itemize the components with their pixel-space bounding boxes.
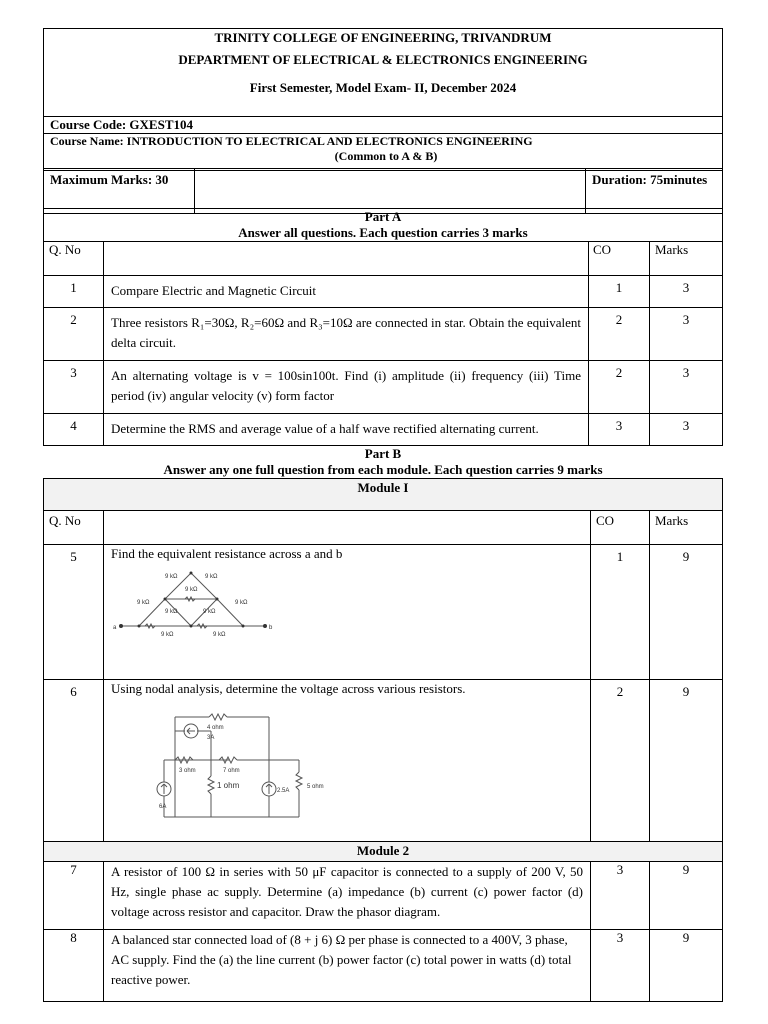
part-a-title: Part A xyxy=(364,209,402,224)
r7-label: 7 ohm xyxy=(223,768,240,774)
q-marks: 3 xyxy=(650,308,723,361)
resistor-label: 9 kΩ xyxy=(165,574,178,580)
max-marks: Maximum Marks: 30 xyxy=(44,169,195,214)
col-question xyxy=(104,511,591,545)
question-text: Three resistors R₁=30Ω, R₂=60Ω and R₃=10Ω are connected in star. Obtain the equivalent delta circuit. xyxy=(104,308,589,361)
q-marks: 3 xyxy=(650,361,723,414)
question-cell xyxy=(104,545,591,680)
question-text: Compare Electric and Magnetic Circuit xyxy=(104,276,589,308)
q-no: 2 xyxy=(44,308,104,361)
q-co: 1 xyxy=(591,545,650,680)
table-row xyxy=(44,276,723,308)
course-name-cell xyxy=(44,134,723,171)
exam-title: First Semester, Model Exam- II, December 2024 xyxy=(249,80,517,95)
part-a-instruction: Answer all questions. Each question carries 3 marks xyxy=(238,225,528,240)
department-name: DEPARTMENT OF ELECTRICAL & ELECTRONICS ENGINEERING xyxy=(178,52,588,67)
table-row xyxy=(44,414,723,446)
q-marks: 9 xyxy=(650,680,723,842)
part-b-header xyxy=(43,446,723,478)
q-marks: 3 xyxy=(650,414,723,446)
resistor-label: 9 kΩ xyxy=(137,600,150,606)
q-co: 2 xyxy=(591,680,650,842)
q-no: 1 xyxy=(44,276,104,308)
question-text: Find the equivalent resistance across a and b xyxy=(111,546,343,561)
i25-label: 2.5A xyxy=(277,788,290,794)
q-no: 4 xyxy=(44,414,104,446)
q-no: 7 xyxy=(44,862,104,930)
question-text: Using nodal analysis, determine the voltage across various resistors. xyxy=(111,681,466,696)
col-marks: Marks xyxy=(650,511,723,545)
q-co: 1 xyxy=(589,276,650,308)
q-co: 2 xyxy=(589,308,650,361)
col-marks: Marks xyxy=(650,242,723,276)
resistor-label: 9 kΩ xyxy=(213,632,226,638)
col-qno: Q. No xyxy=(44,511,104,545)
resistor-label: 9 kΩ xyxy=(205,574,218,580)
module-2-header: Module 2 xyxy=(44,842,723,862)
resistor-label: 9 kΩ xyxy=(235,600,248,606)
q-co: 3 xyxy=(591,930,650,1002)
header-cell xyxy=(44,29,723,117)
course-name-label: Course Name: xyxy=(50,134,127,148)
resistor-network-diagram xyxy=(111,567,281,642)
col-co: CO xyxy=(591,511,650,545)
table-row xyxy=(44,862,723,930)
duration: Duration: 75minutes xyxy=(586,169,723,214)
resistor-label: 9 kΩ xyxy=(165,609,178,615)
module-1-header: Module I xyxy=(44,479,723,511)
q-co: 3 xyxy=(591,862,650,930)
resistor-label: 9 kΩ xyxy=(203,609,216,615)
question-text: Determine the RMS and average value of a half wave rectified alternating current. xyxy=(104,414,589,446)
col-co: CO xyxy=(589,242,650,276)
r3-label: 3 ohm xyxy=(179,768,196,774)
table-row xyxy=(44,361,723,414)
q-no: 3 xyxy=(44,361,104,414)
i3-label: 3A xyxy=(207,735,215,741)
col-question xyxy=(104,242,589,276)
nodal-analysis-diagram xyxy=(161,704,336,824)
q-no: 8 xyxy=(44,930,104,1002)
empty-cell xyxy=(195,169,586,214)
col-qno: Q. No xyxy=(44,242,104,276)
terminal-a: a xyxy=(113,625,117,631)
q-co: 3 xyxy=(589,414,650,446)
question-text: A balanced star connected load of (8 + j 6) Ω per phase is connected to a 400V, 3 phase, AC supply. Find the (a) the line current (b) power factor (c) total power in watts (d) total reactive power. xyxy=(104,930,591,1002)
resistor-label: 9 kΩ xyxy=(185,587,198,593)
header-table xyxy=(43,28,723,171)
table-row xyxy=(44,545,723,680)
q-marks: 9 xyxy=(650,545,723,680)
resistor-label: 9 kΩ xyxy=(161,632,174,638)
i6-label: 6A xyxy=(159,804,167,810)
q-marks: 9 xyxy=(650,930,723,1002)
table-row xyxy=(44,680,723,842)
part-b-title: Part B xyxy=(364,446,402,461)
part-a-table xyxy=(43,208,723,446)
question-text: An alternating voltage is v = 100sin100t. Find (i) amplitude (ii) frequency (iii) Time period (iv) angular velocity (v) form factor xyxy=(104,361,589,414)
question-text: A resistor of 100 Ω in series with 50 μF capacitor is connected to a supply of 200 V, 50 Hz, single phase ac supply. Determine (a) impedance (b) current (c) power factor (d) voltage across resistor and capacitor. Draw the phasor diagram. xyxy=(104,862,591,930)
q-marks: 9 xyxy=(650,862,723,930)
r5-label: 5 ohm xyxy=(307,784,324,790)
q-marks: 3 xyxy=(650,276,723,308)
question-cell xyxy=(104,680,591,842)
r1-label: 1 ohm xyxy=(217,781,240,790)
part-b-table xyxy=(43,478,723,1002)
terminal-b: b xyxy=(269,625,273,631)
common-note: (Common to A & B) xyxy=(334,149,438,163)
college-name: TRINITY COLLEGE OF ENGINEERING, TRIVANDRUM xyxy=(214,30,552,45)
table-row xyxy=(44,930,723,1002)
course-code: Course Code: GXEST104 xyxy=(44,117,723,134)
q-co: 2 xyxy=(589,361,650,414)
q-no: 6 xyxy=(44,680,104,842)
q-no: 5 xyxy=(44,545,104,680)
r4-label: 4 ohm xyxy=(207,725,224,731)
part-a-header xyxy=(44,209,723,242)
part-b-instruction: Answer any one full question from each module. Each question carries 9 marks xyxy=(163,462,603,477)
table-row xyxy=(44,308,723,361)
course-name: INTRODUCTION TO ELECTRICAL AND ELECTRONICS ENGINEERING xyxy=(126,134,533,148)
